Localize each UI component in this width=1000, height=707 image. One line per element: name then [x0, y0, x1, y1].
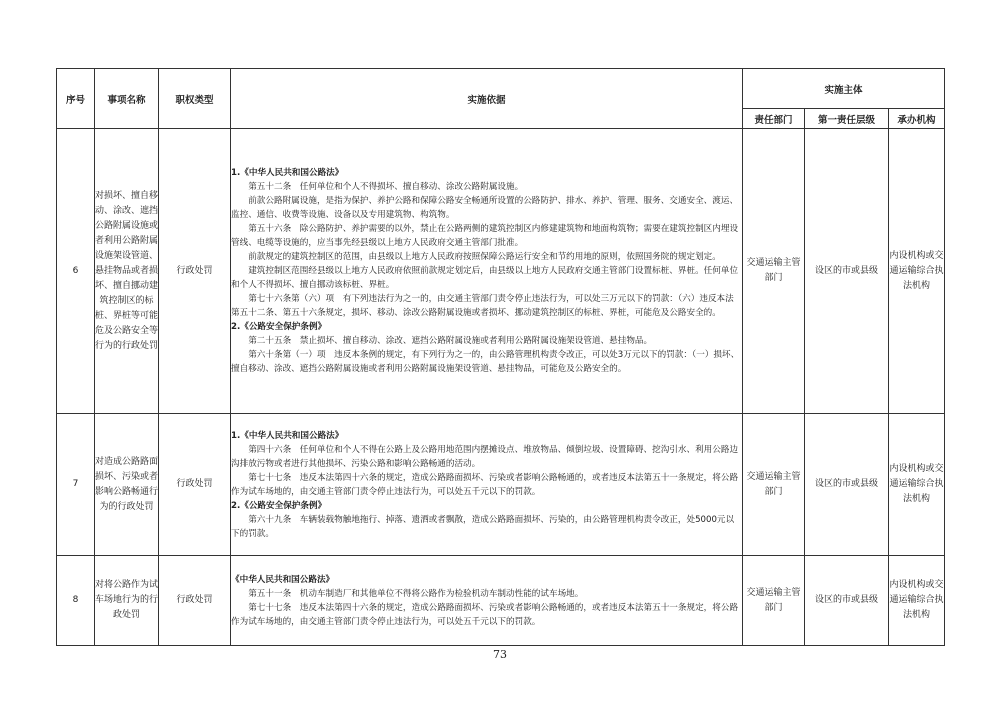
table-row: [57, 414, 945, 556]
row-authority-type: 行政处罚: [159, 556, 231, 646]
row-level: 设区的市或县级: [805, 414, 889, 556]
header-agency: 承办机构: [889, 109, 945, 129]
row-agency: 内设机构或交通运输综合执法机构: [889, 414, 945, 556]
basis-paragraph: 第五十一条 机动车制造厂和其他单位不得将公路作为检验机动车制动性能的试车场地。: [248, 588, 584, 599]
basis-heading: 《中华人民共和国公路法》: [231, 574, 335, 585]
basis-heading: 1.《中华人民共和国公路法》: [231, 430, 344, 441]
row-item-name: 对损坏、擅自移动、涂改、遮挡公路附属设施或者利用公路附属设施架设管道、悬挂物品或者损坏、擅自挪动建筑控制区的标桩、界桩等可能危及公路安全等行为的行政处罚: [95, 129, 159, 414]
basis-paragraph: 第五十六条 除公路防护、养护需要的以外，禁止在公路两侧的建筑控制区内修建建筑物和地面构筑物；需要在建筑控制区内埋设管线、电缆等设施的，应当事先经县级以上地方人民政府交通主管部门批准。: [231, 224, 739, 248]
row-level: 设区的市或县级: [805, 556, 889, 646]
basis-heading: 2.《公路安全保护条例》: [231, 322, 327, 332]
basis-paragraph: 第七十七条 违反本法第四十六条的规定，造成公路路面损坏、污染或者影响公路畅通的，或者违反本法第五十一条规定，将公路作为试车场地的，由交通主管部门责令停止违法行为，可以处五千元以下的罚款。: [231, 472, 739, 497]
header-subject: 实施主体: [743, 69, 945, 109]
basis-paragraph: 第七十六条第（六）项 有下列违法行为之一的，由交通主管部门责令停止违法行为，可以处三万元以下的罚款：（六）违反本法第五十二条、第五十六条规定，损坏、移动、涂改公路附属设施或者损坏、挪动建筑控制区的标桩、界桩，可能危及公路安全的。: [231, 294, 734, 318]
row-basis: [231, 556, 743, 646]
basis-paragraph: 第二十五条 禁止损坏、擅自移动、涂改、遮挡公路附属设施或者利用公路附属设施架设管道、悬挂物品。: [248, 336, 653, 346]
row-basis: [231, 414, 743, 556]
header-basis: 实施依据: [231, 69, 743, 129]
header-seq: 序号: [57, 69, 95, 129]
row-dept: 交通运输主管部门: [743, 129, 805, 414]
row-dept: 交通运输主管部门: [743, 414, 805, 556]
basis-paragraph: 前款公路附属设施，是指为保护、养护公路和保障公路安全畅通所设置的公路防护、排水、养护、管理、服务、交通安全、渡运、监控、通信、收费等设施、设备以及专用建筑物、构筑物。: [231, 196, 739, 220]
enforcement-table: [56, 68, 945, 646]
basis-paragraph: 第四十六条 任何单位和个人不得在公路上及公路用地范围内摆摊设点、堆放物品、倾倒垃圾、设置障碍、挖沟引水、利用公路边沟排放污物或者进行其他损坏、污染公路和影响公路畅通的活动。: [231, 444, 739, 469]
row-authority-type: 行政处罚: [159, 129, 231, 414]
header-item-name: 事项名称: [95, 69, 159, 129]
header-authority-type: 职权类型: [159, 69, 231, 129]
row-agency: 内设机构或交通运输综合执法机构: [889, 129, 945, 414]
basis-paragraph: 第六十条第（一）项 违反本条例的规定，有下列行为之一的，由公路管理机构责令改正，可以处3万元以下的罚款：（一）损坏、擅自移动、涂改、遮挡公路附属设施或者利用公路附属设施架设管道、悬挂物品，可能危及公路安全的。: [231, 350, 740, 374]
row-basis: [231, 129, 743, 414]
basis-paragraph: 建筑控制区范围经县级以上地方人民政府依照前款规定划定后，由县级以上地方人民政府交通主管部门设置标桩、界桩。任何单位和个人不得损坏、擅自挪动该标桩、界桩。: [231, 266, 739, 290]
basis-heading: 1.《中华人民共和国公路法》: [231, 168, 344, 178]
row-level: 设区的市或县级: [805, 129, 889, 414]
basis-paragraph: 第六十九条 车辆装载物触地拖行、掉落、遗洒或者飘散，造成公路路面损坏、污染的，由公路管理机构责令改正，处5000元以下的罚款。: [231, 514, 735, 539]
header-level: 第一责任层级: [805, 109, 889, 129]
basis-heading: 2.《公路安全保护条例》: [231, 500, 327, 511]
row-dept: 交通运输主管部门: [743, 556, 805, 646]
header-dept: 责任部门: [743, 109, 805, 129]
page-number: 73: [493, 648, 507, 661]
row-item-name: 对造成公路路面损坏、污染或者影响公路畅通行为的行政处罚: [95, 414, 159, 556]
basis-paragraph: 前款规定的建筑控制区的范围，由县级以上地方人民政府按照保障公路运行安全和节约用地的原则，依照国务院的规定划定。: [248, 252, 721, 262]
table-row: [57, 556, 945, 646]
row-authority-type: 行政处罚: [159, 414, 231, 556]
row-seq: 8: [57, 556, 95, 646]
table-row: [57, 129, 945, 414]
row-seq: 6: [57, 129, 95, 414]
basis-paragraph: 第五十二条 任何单位和个人不得损坏、擅自移动、涂改公路附属设施。: [248, 182, 524, 192]
row-seq: 7: [57, 414, 95, 556]
row-item-name: 对将公路作为试车场地行为的行政处罚: [95, 556, 159, 646]
basis-paragraph: 第七十七条 违反本法第四十六条的规定，造成公路路面损坏、污染或者影响公路畅通的，或者违反本法第五十一条规定，将公路作为试车场地的，由交通主管部门责令停止违法行为，可以处五千元以下的罚款。: [231, 602, 739, 627]
row-agency: 内设机构或交通运输综合执法机构: [889, 556, 945, 646]
